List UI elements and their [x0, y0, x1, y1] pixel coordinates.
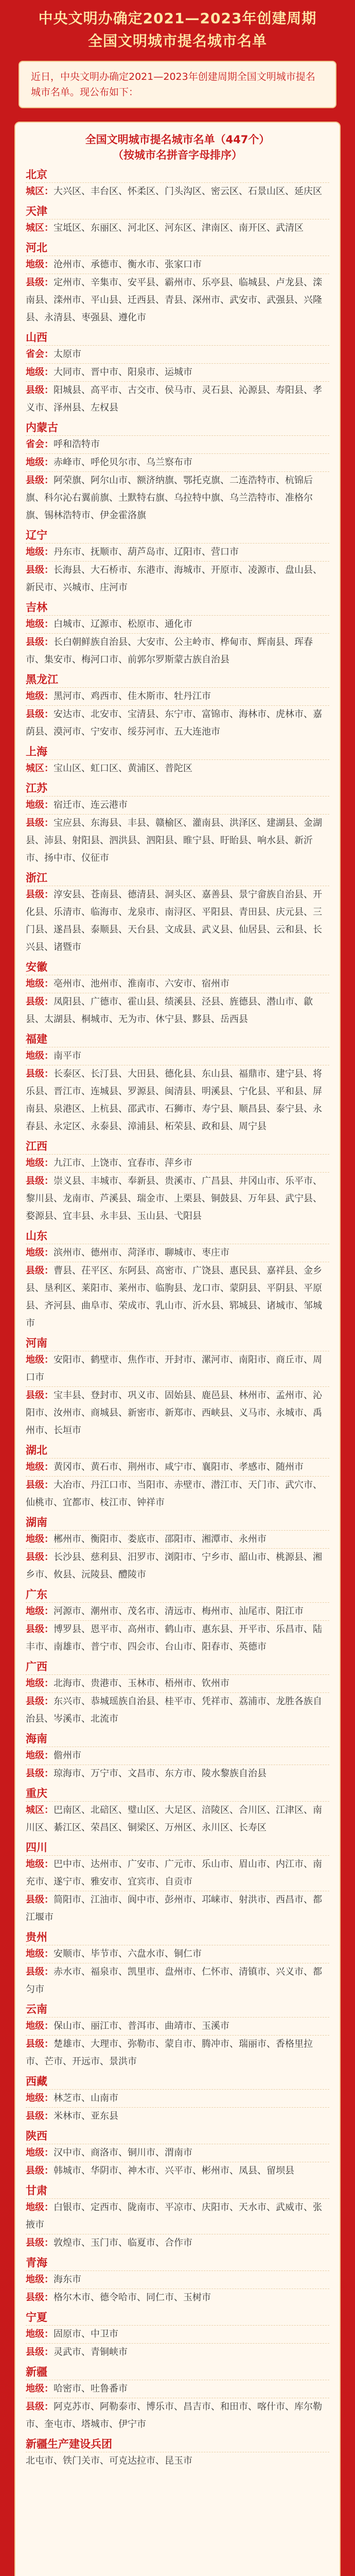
city-names: 儋州市 — [54, 1750, 81, 1761]
province-block — [26, 1228, 329, 1332]
province-name: 黑龙江 — [26, 673, 58, 686]
city-names: 敦煌市、玉门市、临夏市、合作市 — [54, 2238, 192, 2248]
city-names: 固原市、中卫市 — [54, 2329, 118, 2340]
city-names: 长海县、大石桥市、东港市、海城市、开原市、凌源市、盘山县、新民市、兴城市、庄河市 — [26, 565, 322, 593]
province-name: 四川 — [26, 1841, 47, 1854]
province-block — [26, 2364, 329, 2433]
city-segment — [26, 1458, 329, 1476]
city-category-label: 县级： — [26, 2238, 54, 2248]
city-names: 米林市、亚东县 — [54, 2111, 118, 2122]
city-segment — [26, 1602, 329, 1620]
city-category-label: 地级： — [26, 1678, 54, 1689]
province-block — [26, 2074, 329, 2125]
city-category-label: 县级： — [26, 1967, 54, 1977]
city-names: 长沙县、慈利县、汨罗市、浏阳市、宁乡市、韶山市、桃源县、湘乡市、攸县、沅陵县、醴陵市 — [26, 1552, 322, 1580]
list-title: 全国文明城市提名城市名单（447个） — [85, 133, 270, 146]
city-names: 黄冈市、黄石市、荆州市、咸宁市、襄阳市、孝感市、随州市 — [54, 1462, 304, 1472]
city-segment — [26, 1855, 329, 1891]
province-name: 甘肃 — [26, 2184, 47, 2197]
city-category-label: 城区： — [26, 223, 54, 233]
city-names: 淳安县、苍南县、德清县、洞头区、嘉善县、景宁畲族自治县、开化县、乐清市、临海市、龙泉市、南浔区、平阳县、青田县、庆元县、三门县、遂昌县、泰顺县、天台县、文成县、武义县、仙居县、云和县、长兴县、诸暨市 — [26, 889, 322, 953]
city-segment — [26, 1620, 329, 1656]
province-block — [26, 672, 329, 741]
province-block — [26, 744, 329, 777]
city-names: 格尔木市、德令哈市、同仁市、玉树市 — [54, 2292, 211, 2303]
city-segment — [26, 705, 329, 741]
province-block — [26, 240, 329, 327]
province-name: 广东 — [26, 1588, 47, 1601]
city-category-label: 县级： — [26, 2292, 54, 2303]
header — [0, 0, 355, 53]
province-block — [26, 2310, 329, 2361]
city-segment — [26, 1891, 329, 1926]
city-category-label: 地级： — [26, 2329, 54, 2340]
city-category-label: 地级： — [26, 1050, 54, 1061]
city-segment — [26, 2017, 329, 2035]
city-names: 北海市、贵港市、玉林市、梧州市、钦州市 — [54, 1678, 229, 1689]
city-names: 阿克苏市、阿勒泰市、博乐市、昌吉市、和田市、喀什市、库尔勒市、奎屯市、塔城市、伊宁市 — [26, 2401, 322, 2430]
city-segment — [26, 633, 329, 669]
province-block — [26, 1031, 329, 1136]
city-names: 安阳市、鹤壁市、焦作市、开封市、漯河市、南阳市、商丘市、周口市 — [26, 1354, 322, 1383]
city-names: 阿荣旗、阿尔山市、额济纳旗、鄂托克旗、二连浩特市、杭锦后旗、科尔沁右翼前旗、土默特右旗、乌拉特中旗、乌兰浩特市、准格尔旗、锡林浩特市、伊金霍洛旗 — [26, 475, 313, 521]
city-names: 简阳市、江油市、阆中市、彭州市、邛崃市、射洪市、西昌市、都江堰市 — [26, 1894, 322, 1923]
city-names: 郴州市、衡阳市、娄底市、邵阳市、湘潭市、永州市 — [54, 1534, 267, 1545]
city-category-label: 城区： — [26, 763, 54, 774]
province-block — [26, 1443, 329, 1512]
city-segment — [26, 615, 329, 633]
city-segment — [26, 2343, 329, 2361]
city-names: 巴中市、达州市、广安市、广元市、乐山市、眉山市、内江市、南充市、遂宁市、雅安市、宜宾市、自贡市 — [26, 1859, 322, 1887]
city-segment — [26, 759, 329, 777]
province-name: 新疆生产建设兵团 — [26, 2438, 112, 2450]
city-category-label: 县级： — [26, 2165, 54, 2176]
city-category-label: 地级： — [26, 2202, 54, 2213]
city-names: 丹东市、抚顺市、葫芦岛市、辽阳市、营口市 — [54, 547, 239, 557]
city-names: 呼和浩特市 — [54, 439, 100, 450]
city-names: 灵武市、青铜峡市 — [54, 2347, 128, 2358]
city-category-label: 县级： — [26, 996, 54, 1007]
province-name: 云南 — [26, 2003, 47, 2015]
city-names: 保山市、丽江市、普洱市、曲靖市、玉溪市 — [54, 2021, 229, 2031]
city-category-label: 县级： — [26, 1390, 54, 1401]
province-name: 山西 — [26, 331, 47, 344]
city-names: 汉中市、商洛市、铜川市、渭南市 — [54, 2147, 192, 2158]
province-block — [26, 2183, 329, 2252]
city-segment — [26, 1674, 329, 1692]
city-category-label: 地级： — [26, 1247, 54, 1258]
city-names: 林芝市、山南市 — [54, 2093, 118, 2104]
province-block — [26, 959, 329, 1028]
province-name: 海南 — [26, 1733, 47, 1745]
city-segment — [26, 1692, 329, 1728]
city-category-label: 县级： — [26, 637, 54, 648]
city-category-label: 省会： — [26, 439, 54, 450]
city-names: 黑河市、鸡西市、佳木斯市、牡丹江市 — [54, 691, 211, 702]
city-category-label: 县级： — [26, 2401, 54, 2412]
city-segment — [26, 2270, 329, 2289]
city-segment — [26, 1747, 329, 1765]
city-segment — [26, 1172, 329, 1225]
notice-box: 近日，中央文明办确定2021—2023年创建周期全国文明城市提名城市名单。现公布如下： — [19, 61, 336, 108]
city-names: 河源市、潮州市、茂名市、清远市、梅州市、汕尾市、阳江市 — [54, 1606, 304, 1617]
city-segment — [26, 796, 329, 814]
province-block — [26, 1587, 329, 1656]
city-segment — [26, 2234, 329, 2252]
province-block — [26, 2255, 329, 2307]
province-block — [26, 1731, 329, 1783]
province-name: 贵州 — [26, 1931, 47, 1943]
city-category-label: 地级： — [26, 1750, 54, 1761]
province-block — [26, 528, 329, 597]
province-block — [26, 204, 329, 237]
province-block — [26, 1786, 329, 1837]
city-category-label: 地级： — [26, 367, 54, 378]
province-block — [26, 420, 329, 524]
city-segment — [26, 1047, 329, 1065]
province-block — [26, 1515, 329, 1584]
city-names: 亳州市、池州市、淮南市、六安市、宿州市 — [54, 978, 229, 989]
city-segment — [26, 993, 329, 1028]
city-segment — [26, 471, 329, 524]
city-segment — [26, 543, 329, 561]
city-category-label: 城区： — [26, 186, 54, 197]
city-names: 沧州市、承德市、衡水市、张家口市 — [54, 259, 202, 270]
city-segment — [26, 381, 329, 417]
city-segment — [26, 1963, 329, 1998]
province-block — [26, 870, 329, 956]
city-segment — [26, 2089, 329, 2107]
city-names: 南平市 — [54, 1050, 81, 1061]
header-title-line1: 中央文明办确定2021—2023年创建周期 — [38, 10, 317, 27]
city-category-label: 县级： — [26, 2347, 54, 2358]
city-names: 韩城市、华阴市、神木市、兴平市、彬州市、凤县、留坝县 — [54, 2165, 294, 2176]
city-segment — [26, 1386, 329, 1439]
city-category-label: 县级： — [26, 1480, 54, 1490]
province-name: 天津 — [26, 205, 47, 217]
city-segment — [26, 886, 329, 956]
city-category-label: 地级： — [26, 1158, 54, 1168]
province-name: 河北 — [26, 242, 47, 254]
city-segment — [26, 2289, 329, 2307]
city-segment — [26, 1801, 329, 1837]
city-names: 白银市、定西市、陇南市、平凉市、庆阳市、天水市、武威市、张掖市 — [26, 2202, 322, 2230]
city-segment — [26, 561, 329, 597]
city-category-label: 县级： — [26, 2111, 54, 2122]
city-segment — [26, 219, 329, 237]
city-segment — [26, 975, 329, 993]
city-segment — [26, 256, 329, 274]
city-names: 北屯市、铁门关市、可克达拉市、昆玉市 — [26, 2455, 192, 2466]
city-category-label: 地级： — [26, 1462, 54, 1472]
city-names: 博罗县、恩平市、高州市、鹤山市、惠东县、开平市、乐昌市、陆丰市、南雄市、普宁市、四会市、台山市、阳春市、英德市 — [26, 1624, 322, 1652]
province-name: 西藏 — [26, 2075, 47, 2088]
province-block — [26, 781, 329, 867]
province-block — [26, 1335, 329, 1439]
city-names: 宝山区、虹口区、黄浦区、普陀区 — [54, 763, 192, 774]
province-name: 广西 — [26, 1660, 47, 1673]
city-names: 宝丰县、登封市、巩义市、固始县、鹿邑县、林州市、孟州市、沁阳市、汝州市、商城县、新密市、新郑市、西峡县、义马市、永城市、禹州市、长垣市 — [26, 1390, 322, 1436]
province-name: 福建 — [26, 1033, 47, 1045]
header-title-line2: 全国文明城市提名城市名单 — [87, 32, 267, 49]
city-category-label: 地级： — [26, 1859, 54, 1870]
city-category-label: 地级： — [26, 2274, 54, 2285]
city-names: 赤峰市、呼伦贝尔市、乌兰察布市 — [54, 457, 192, 468]
city-segment — [26, 2452, 329, 2470]
city-category-label: 地级： — [26, 2383, 54, 2394]
city-category-label: 县级： — [26, 475, 54, 486]
province-name: 浙江 — [26, 872, 47, 884]
city-segment — [26, 1476, 329, 1512]
city-category-label: 县级： — [26, 2039, 54, 2049]
city-category-label: 县级： — [26, 1069, 54, 1079]
city-category-label: 县级： — [26, 889, 54, 900]
province-name: 新疆 — [26, 2366, 47, 2378]
city-names: 曹县、茌平区、东阿县、高密市、广饶县、惠民县、嘉祥县、金乡县、垦利区、莱阳市、莱州市、临朐县、龙口市、蒙阴县、平阴县、平原县、齐河县、曲阜市、荣成市、乳山市、沂水县、郓城县、诸城市、邹城市 — [26, 1265, 322, 1329]
city-segment — [26, 1154, 329, 1172]
city-category-label: 县级： — [26, 818, 54, 828]
city-names: 定州市、辛集市、安平县、霸州市、乐亭县、临城县、卢龙县、滦南县、滦州市、平山县、迁西县、青县、深州市、武安市、武强县、兴隆县、永清县、枣强县、遵化市 — [26, 277, 322, 323]
city-category-label: 地级： — [26, 2147, 54, 2158]
province-block — [26, 1659, 329, 1728]
city-segment — [26, 2107, 329, 2125]
city-category-label: 地级： — [26, 1534, 54, 1545]
province-name: 山东 — [26, 1230, 47, 1242]
city-category-label: 县级： — [26, 1552, 54, 1563]
province-block — [26, 2002, 329, 2071]
province-name: 陕西 — [26, 2130, 47, 2142]
city-names: 滨州市、德州市、菏泽市、聊城市、枣庄市 — [54, 1247, 229, 1258]
city-names: 大兴区、丰台区、怀柔区、门头沟区、密云区、石景山区、延庆区 — [54, 186, 322, 197]
city-names: 安顺市、毕节市、六盘水市、铜仁市 — [54, 1948, 202, 1959]
city-segment — [26, 1065, 329, 1136]
city-names: 宝应县、东海县、丰县、赣榆区、灌南县、洪泽区、建湖县、金湖县、沛县、射阳县、泗洪县、泗阳县、睢宁县、盱眙县、响水县、新沂市、扬中市、仪征市 — [26, 818, 322, 863]
city-segment — [26, 182, 329, 200]
city-segment — [26, 1351, 329, 1386]
city-segment — [26, 453, 329, 471]
city-segment — [26, 2162, 329, 2180]
city-names: 琼海市、万宁市、文昌市、东方市、陵水黎族自治县 — [54, 1768, 267, 1779]
province-name: 吉林 — [26, 601, 47, 614]
city-category-label: 县级： — [26, 1894, 54, 1905]
city-segment — [26, 1548, 329, 1584]
city-segment — [26, 2144, 329, 2162]
province-name: 安徽 — [26, 961, 47, 973]
province-name: 河南 — [26, 1337, 47, 1349]
city-segment — [26, 2035, 329, 2071]
city-category-label: 地级： — [26, 457, 54, 468]
province-block — [26, 2436, 329, 2470]
city-segment — [26, 2325, 329, 2343]
city-names: 大同市、晋中市、阳泉市、运城市 — [54, 367, 192, 378]
city-names: 哈密市、吐鲁番市 — [54, 2383, 128, 2394]
province-block — [26, 330, 329, 417]
city-names: 宿迁市、连云港市 — [54, 800, 128, 810]
city-category-label: 县级： — [26, 277, 54, 288]
city-category-label: 地级： — [26, 259, 54, 270]
city-segment — [26, 363, 329, 381]
city-names: 大冶市、丹江口市、当阳市、赤壁市、潜江市、天门市、武穴市、仙桃市、宜都市、枝江市、钟祥市 — [26, 1480, 322, 1508]
city-category-label: 地级： — [26, 978, 54, 989]
province-block — [26, 1139, 329, 1225]
city-category-label: 县级： — [26, 1176, 54, 1187]
city-category-label: 地级： — [26, 1606, 54, 1617]
city-category-label: 地级： — [26, 800, 54, 810]
city-category-label: 地级： — [26, 1354, 54, 1365]
province-name: 宁夏 — [26, 2311, 47, 2324]
province-list — [26, 167, 329, 2470]
province-name: 内蒙古 — [26, 421, 58, 434]
city-category-label: 县级： — [26, 385, 54, 396]
city-category-label: 地级： — [26, 547, 54, 557]
city-segment — [26, 814, 329, 867]
province-name: 湖北 — [26, 1444, 47, 1456]
city-category-label: 县级： — [26, 1624, 54, 1635]
province-block — [26, 600, 329, 669]
city-segment — [26, 1244, 329, 1262]
city-names: 凤阳县、广德市、霍山县、绩溪县、泾县、旌德县、潜山市、歙县、太湖县、桐城市、无为市、休宁县、黟县、岳西县 — [26, 996, 313, 1025]
province-block — [26, 1840, 329, 1926]
province-name: 江西 — [26, 1140, 47, 1153]
city-segment — [26, 2380, 329, 2398]
city-names: 赤水市、福泉市、凯里市、盘州市、仁怀市、清镇市、兴义市、都匀市 — [26, 1967, 322, 1995]
list-subtitle: （按城市名拼音字母排序） — [113, 149, 242, 161]
city-names: 长泰区、长汀县、大田县、德化县、东山县、福鼎市、建宁县、将乐县、晋江市、连城县、罗源县、闽清县、明溪县、宁化县、平和县、屏南县、泉港区、上杭县、邵武市、石狮市、寿宁县、顺昌县、泰宁县、永春县、永定区、永泰县、漳浦县、柘荣县、政和县、周宁县 — [26, 1069, 322, 1132]
city-names: 阳城县、高平市、古交市、侯马市、灵石县、沁源县、寿阳县、孝义市、泽州县、左权县 — [26, 385, 322, 413]
city-category-label: 县级： — [26, 1265, 54, 1276]
province-block — [26, 1929, 329, 1998]
city-names: 白城市、辽源市、松原市、通化市 — [54, 619, 192, 630]
city-category-label: 地级： — [26, 2021, 54, 2031]
province-name: 上海 — [26, 745, 47, 758]
province-name: 北京 — [26, 168, 47, 181]
city-segment — [26, 345, 329, 363]
city-segment — [26, 2198, 329, 2234]
city-segment — [26, 1765, 329, 1783]
city-category-label: 县级： — [26, 709, 54, 720]
province-name: 辽宁 — [26, 529, 47, 541]
city-list-card — [14, 122, 341, 2576]
city-segment — [26, 1262, 329, 1332]
city-category-label: 地级： — [26, 619, 54, 630]
city-names: 九江市、上饶市、宜春市、萍乡市 — [54, 1158, 192, 1168]
province-name: 重庆 — [26, 1787, 47, 1800]
city-segment — [26, 1945, 329, 1963]
province-block — [26, 167, 329, 200]
city-category-label: 城区： — [26, 1805, 54, 1816]
city-names: 宝坻区、东丽区、河北区、河东区、津南区、南开区、武清区 — [54, 223, 304, 233]
city-names: 太原市 — [54, 349, 81, 360]
city-names: 东兴市、恭城瑶族自治县、桂平市、凭祥市、荔浦市、龙胜各族自治县、岑溪市、北流市 — [26, 1696, 322, 1724]
province-block — [26, 2128, 329, 2180]
city-category-label: 地级： — [26, 2093, 54, 2104]
province-name: 江苏 — [26, 782, 47, 794]
city-names: 长白朝鲜族自治县、大安市、公主岭市、桦甸市、辉南县、珲春市、集安市、梅河口市、前郭尔罗斯蒙古族自治县 — [26, 637, 313, 665]
city-category-label: 地级： — [26, 1948, 54, 1959]
city-category-label: 县级： — [26, 565, 54, 575]
city-segment — [26, 2398, 329, 2433]
city-segment — [26, 274, 329, 327]
city-names: 安达市、北安市、宝清县、东宁市、富锦市、海林市、虎林市、嘉荫县、漠河市、宁安市、绥芬河市、五大连池市 — [26, 709, 322, 737]
city-segment — [26, 687, 329, 705]
city-names: 巴南区、北碚区、璧山区、大足区、涪陵区、合川区、江津区、南川区、綦江区、荣昌区、铜梁区、万州区、永川区、长寿区 — [26, 1805, 322, 1833]
city-names: 崇义县、丰城市、奉新县、贵溪市、广昌县、井冈山市、乐平市、黎川县、龙南市、芦溪县、瑞金市、上栗县、铜鼓县、万年县、武宁县、婺源县、宜丰县、永丰县、玉山县、弋阳县 — [26, 1176, 322, 1222]
city-names: 海东市 — [54, 2274, 81, 2285]
province-name: 青海 — [26, 2257, 47, 2269]
city-category-label: 县级： — [26, 1768, 54, 1779]
city-category-label: 地级： — [26, 691, 54, 702]
city-names: 楚雄市、大理市、弥勒市、蒙自市、腾冲市、瑞丽市、香格里拉市、芒市、开远市、景洪市 — [26, 2039, 313, 2067]
city-segment — [26, 1530, 329, 1548]
province-name: 湖南 — [26, 1516, 47, 1529]
city-category-label: 县级： — [26, 1696, 54, 1707]
city-category-label: 省会： — [26, 349, 54, 360]
city-segment — [26, 435, 329, 453]
